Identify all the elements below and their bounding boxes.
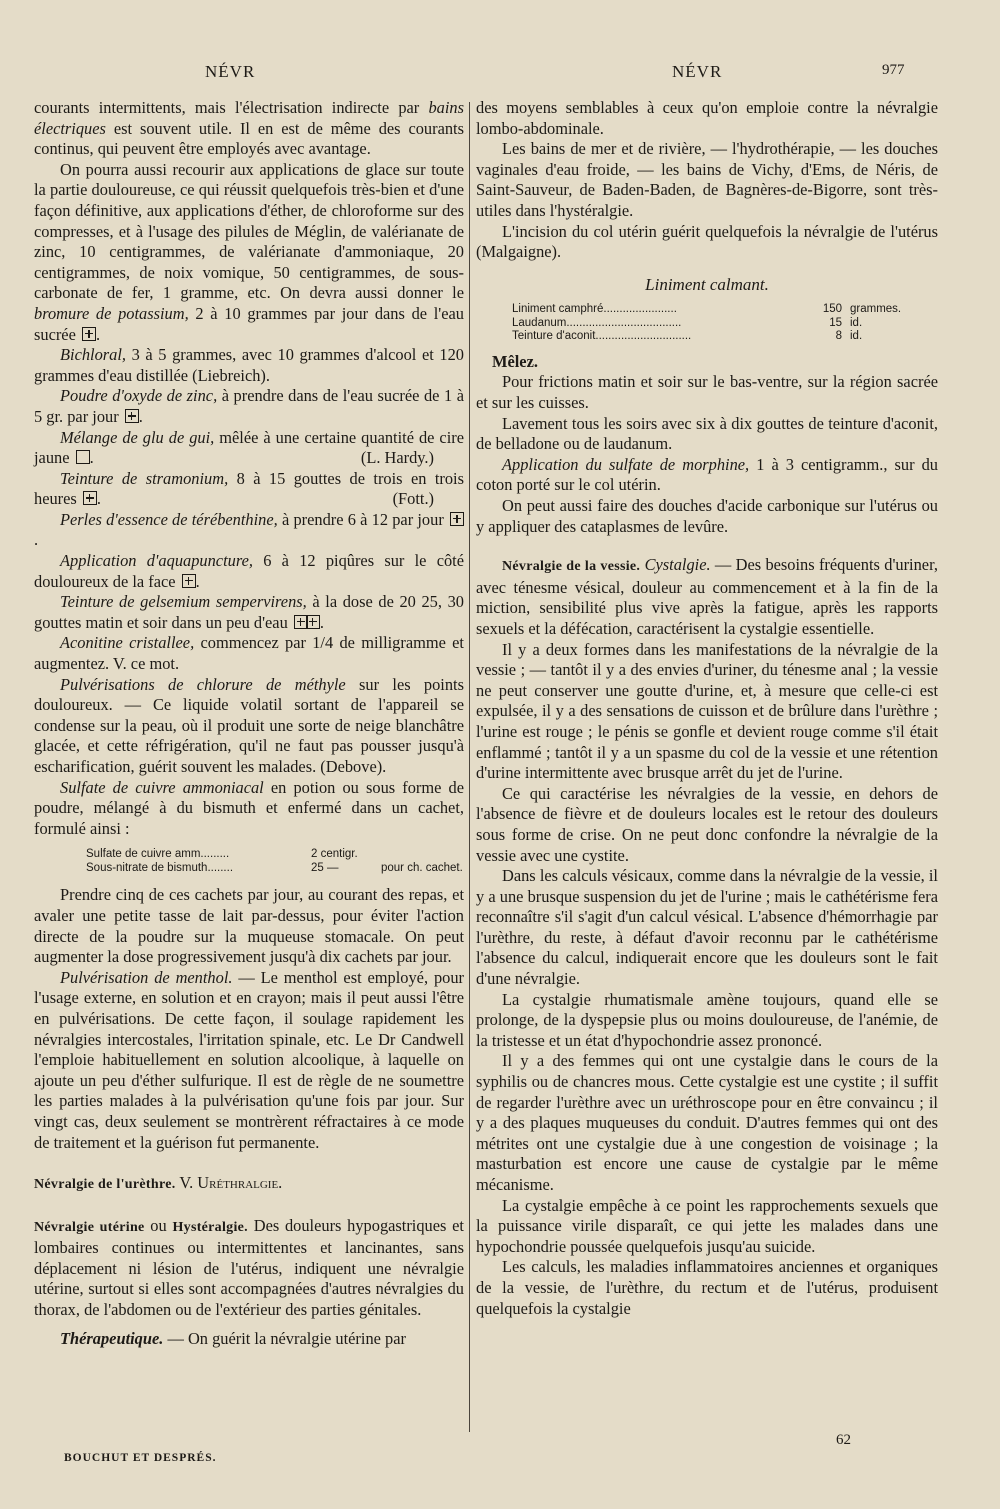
plus-box-icon — [82, 327, 96, 341]
entry-vessie: Névralgie de la vessie. Cystalgie. — Des besoins fréquents d'uriner, avec ténesme vésical, douleur au commencement et à la fin de la miction, sensibilité plus vive après la fatigue, après les rapports sexuels et la défécation, caractérisent la cystalgie essentielle. — [476, 555, 938, 638]
plus-box-icon — [182, 574, 196, 588]
paragraph: Lavement tous les soirs avec six à dix gouttes de teinture d'aconit, de belladone ou de laudanum. — [476, 413, 938, 454]
signature-number: 62 — [836, 1432, 851, 1448]
paragraph: Thérapeutique. — On guérit la névralgie utérine par — [60, 1328, 406, 1348]
recipe-row: Laudanum.................................... 15 id. — [512, 316, 863, 329]
recipe-row: Sous-nitrate de bismuth........ 25 — pour ch. cachet. — [86, 862, 463, 875]
recipe-row: Sulfate de cuivre amm......... 2 centigr. — [86, 848, 358, 861]
recipe-row: Liniment camphré....................... 150 grammes. — [512, 303, 902, 316]
paragraph: Teinture de stramonium, 8 à 15 gouttes de trois en trois heures . (Fott.) — [34, 468, 464, 509]
left-column — [34, 98, 464, 1349]
running-header-right: NÉVR — [672, 62, 723, 81]
column-divider — [469, 102, 470, 1432]
paragraph: courants intermittents, mais l'électrisation indirecte par bains électriques est souvent utile. Il en est de même des courants continus, qui peuvent être employés avec avantage. — [34, 98, 464, 159]
entry-urethre: Névralgie de l'urèthre. V. Uréthralgie. — [34, 1173, 283, 1193]
liniment-table — [512, 303, 938, 344]
right-column — [476, 98, 938, 1319]
paragraph: Application du sulfate de morphine, 1 à 3 centigramm., sur du coton porté sur le col utérin. — [476, 454, 938, 495]
paragraph: Les bains de mer et de rivière, — l'hydrothérapie, — les douches vaginales d'eau froide, — les bains de Vichy, d'Ems, de Néris, de Saint-Sauveur, de Baden-Baden, de Bagnères-de-Bigorre, sont très-utiles dans l'hystéralgie. — [476, 139, 938, 220]
publisher-footer: BOUCHUT ET DESPRÉS. — [64, 1452, 217, 1464]
liniment-title: Liniment calmant. — [645, 274, 769, 294]
recipe-table — [86, 847, 464, 875]
paragraph: des moyens semblables à ceux qu'on emploie contre la névralgie lombo-abdominale. — [476, 98, 938, 138]
paragraph: Dans les calculs vésicaux, comme dans la névralgie de la vessie, il y a une brusque suspension du jet de l'urine ; mais le cathétérisme fera reconnaître s'il s'agit d'un calcul vésical. L'absence d'hémorrhagie par l'urèthre, du reste, à défaut d'avoir reconnu par le cathétérisme l'absence du calcul, indiquerait encore que les douleurs sont le fait d'une névralgie. — [476, 866, 938, 989]
paragraph: Application d'aquapuncture, 6 à 12 piqûres sur le côté douloureux de la face . — [34, 551, 464, 591]
square-box-icon — [76, 450, 90, 464]
recipe-row: Teinture d'aconit.............................. 8 id. — [512, 330, 863, 343]
paragraph: Pour frictions matin et soir sur le bas-ventre, sur la région sacrée et sur les cuisses. — [476, 372, 938, 413]
plus-box-icon — [450, 512, 464, 526]
page-number: 977 — [882, 62, 905, 78]
paragraph: On pourra aussi recourir aux applications de glace sur toute la partie douloureuse, ce qui réussit quelquefois très-bien et d'une façon définitive, aux applications d'éther, de chloroforme sur des compresses, et à l'usage des pilules de Méglin, de valérianate de zinc, 10 centigrammes, de valérianate d'ammoniaque, 20 centigrammes, de noix vomique, 50 centigrammes, de sous-carbonate de fer, 1 gramme, etc. On devra aussi donner le bromure de potassium, 2 à 10 grammes par jour dans de l'eau sucrée . — [34, 159, 465, 344]
paragraph: Il y a deux formes dans les manifestations de la névralgie de la vessie ; — tantôt il y a des envies d'uriner, du ténesme anal ; la vessie ne peut conserver une goutte d'urine, et, à mesure que celle-ci est expulsée, il y a des sensations de cuisson et de brûlure dans l'urèthre ; l'urine est rouge ; le pénis se gonfle et devient rouge comme s'il était enflammé ; tantôt il y a un spasme du col de la vessie et une rétention d'urine intermittente avec brusque arrêt du jet de l'urine. — [476, 639, 938, 783]
paragraph: La cystalgie empêche à ce point les rapprochements sexuels que la puissance virile disparaît, ce qui jette les malades dans une hypochondrie poussée quelquefois jusqu'au suicide. — [476, 1195, 938, 1256]
paragraph: Les calculs, les maladies inflammatoires anciennes et organiques de la vessie, de l'urèthre, du rectum et de l'utérus, produisent quelquefois la cystalgie — [476, 1257, 938, 1318]
running-header-left: NÉVR — [205, 62, 256, 81]
paragraph: Prendre cinq de ces cachets par jour, au courant des repas, et avaler une petite tasse de lait par-dessus, pour éviter l'action directe de la poudre sur la muqueuse stomacale. On peut augmenter la dose progressivement jusqu'à dix cachets par jour. — [34, 885, 464, 967]
plus-box-icon — [125, 409, 139, 423]
entry-uterine: Névralgie utérine ou Hystéralgie. Des douleurs hypogastriques et lombaires continues ou intermittentes et lancinantes, sans déplacement ni lésion de l'utérus, indiquent une névralgie utérine, surtout si elles sont accompagnées d'autres névralgies du thorax, de l'abdomen ou de l'extérieur des parties génitales. — [34, 1215, 464, 1320]
paragraph: Bichloral, 3 à 5 grammes, avec 10 grammes d'alcool et 120 grammes d'eau distillée (Liebreich). — [34, 345, 464, 385]
paragraph: Pulvérisation de menthol. — Le menthol est employé, pour l'usage externe, en solution et en crayon; mais il peut aussi l'être en pulvérisations. De cette façon, il soulage rapidement les névralgies intercostales, l'irritation spinale, etc. Le Dr Candwell l'emploie habituellement en solution alcoolique, à laquelle on ajoute un peu d'éther sulfurique. Il est de règle de ne soumettre les parties malades à la pulvérisation qu'une fois par jour. Sur vingt cas, deux seulement se montrèrent réfractaires à ce mode de traitement et la guérison fut permanente. — [34, 967, 464, 1152]
melez-label: Mêlez. — [492, 351, 538, 371]
paragraph: On peut aussi faire des douches d'acide carbonique sur l'utérus ou y appliquer des cataplasmes de levûre. — [476, 496, 938, 536]
paragraph: Teinture de gelsemium sempervirens, à la dose de 20 25, 30 gouttes matin et soir dans un peu d'eau . — [34, 592, 464, 632]
paragraph: La cystalgie rhumatismale amène toujours, quand elle se prolonge, de la dyspepsie plus ou moins douloureuse, de l'anémie, de la tristesse et un état d'hypochondrie assez prononcé. — [476, 989, 938, 1050]
paragraph: L'incision du col utérin guérit quelquefois la névralgie de l'utérus (Malgaigne). — [476, 221, 938, 262]
paragraph: Ce qui caractérise les névralgies de la vessie, en dehors de l'absence de fièvre et de douleurs locales est le retour des douleurs sous forme de crise. On ne peut donc confondre la névralgie de la vessie avec une cystite. — [476, 783, 938, 865]
paragraph: Il y a des femmes qui ont une cystalgie dans le cours de la syphilis ou de chancres mous. Cette cystalgie est une cystite ; il suffit de regarder l'urèthre avec un uréthroscope pour en être convaincu ; il y a des plaques muqueuses du conduit. D'autres femmes qui ont des métrites ont une cystalgie due à une congestion de voisinage ; la masturbation est encore une cause de cystalgie par le même mécanisme. — [476, 1051, 938, 1194]
plus-box-icon — [306, 615, 320, 629]
paragraph: Aconitine cristallee, commencez par 1/4 de milligramme et augmentez. V. ce mot. — [34, 633, 464, 674]
paragraph: Pulvérisations de chlorure de méthyle sur les points douloureux. — Ce liquide volatil sortant de l'appareil se condense sur la peau, où il produit une sorte de neige blanchâtre glacée, et cette réfrigération, qu'il ne faut pas pousser jusqu'à escharification, guérit souvent les malades. (Debove). — [34, 674, 464, 776]
paragraph: Sulfate de cuivre ammoniacal en potion ou sous forme de poudre, mélangé à du bismuth et enfermé dans un cachet, formulé ainsi : — [34, 777, 464, 838]
paragraph: Poudre d'oxyde de zinc, à prendre dans de l'eau sucrée de 1 à 5 gr. par jour . — [34, 386, 464, 426]
paragraph: Mélange de glu de gui, mêlée à une certaine quantité de cire jaune . (L. Hardy.) — [34, 427, 464, 468]
paragraph: Perles d'essence de térébenthine, à prendre 6 à 12 par jour . — [34, 510, 464, 551]
plus-box-icon — [83, 491, 97, 505]
